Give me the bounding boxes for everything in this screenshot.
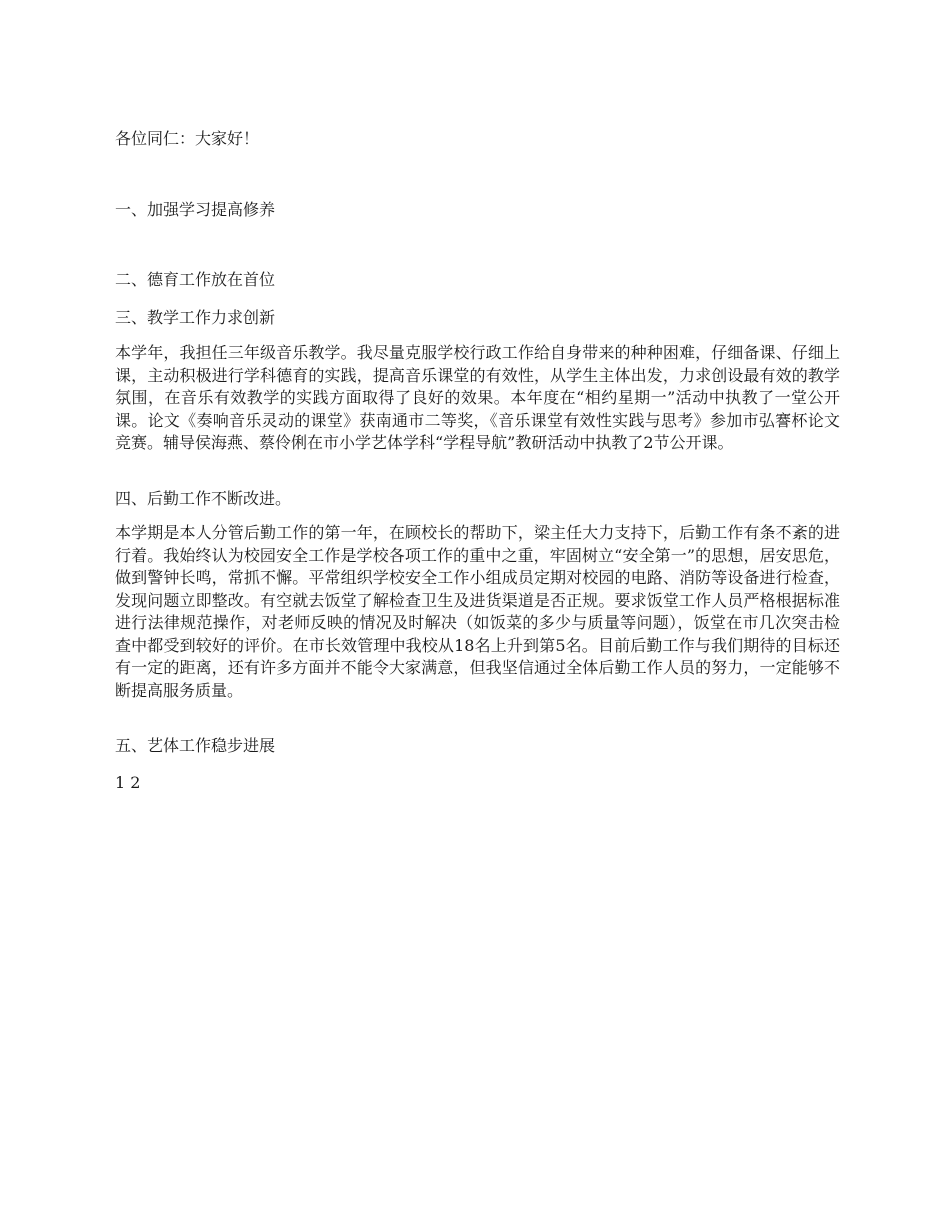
section-heading-4: 四、后勤工作不断改进。 [115,489,292,508]
greeting: 各位同仁：大家好！ [115,129,260,148]
section-heading-2: 二、德育工作放在首位 [115,270,276,289]
paragraph-logistics: 本学期是本人分管后勤工作的第一年，在顾校长的帮助下，梁主任大力支持下，后勤工作有条不紊的进行着。我始终认为校园安全工作是学校各项工作的重中之重，牢固树立“安全第一”的思想，居安思危，做到警钟长鸣，常抓不懈。平常组织学校安全工作小组成员定期对校园的电路、消防等设备进行检查，发现问题立即整改。有空就去饭堂了解检查卫生及进货渠道是否正规。要求饭堂工作人员严格根据标准进行法律规范操作，对老师反映的情况及时解决（如饭菜的多少与质量等问题），饭堂在市几次突击检查中都受到较好的评价。在市长效管理中我校从18名上升到第5名。目前后勤工作与我们期待的目标还有一定的距离，还有许多方面并不能令大家满意，但我坚信通过全体后勤工作人员的努力，一定能够不断提高服务质量。 [115,523,840,700]
paragraph-teaching: 本学年，我担任三年级音乐教学。我尽量克服学校行政工作给自身带来的种种困难，仔细备课、仔细上课，主动积极进行学科德育的实践，提高音乐课堂的有效性，从学生主体出发，力求创设最有效的教学氛围，在音乐有效教学的实践方面取得了良好的效果。本年度在“相约星期一”活动中执教了一堂公开课。论文《奏响音乐灵动的课堂》获南通市二等奖，《音乐课堂有效性实践与思考》参加市弘謇杯论文竞赛。辅导侯海燕、蔡伶俐在市小学艺体学科“学程导航”教研活动中执教了2节公开课。 [115,343,840,452]
section-heading-3: 三、教学工作力求创新 [115,308,276,327]
section-heading-1: 一、加强学习提高修养 [115,200,276,219]
section-heading-5: 五、艺体工作稳步进展 [115,736,276,755]
footer-text: 1 2 [115,773,141,792]
